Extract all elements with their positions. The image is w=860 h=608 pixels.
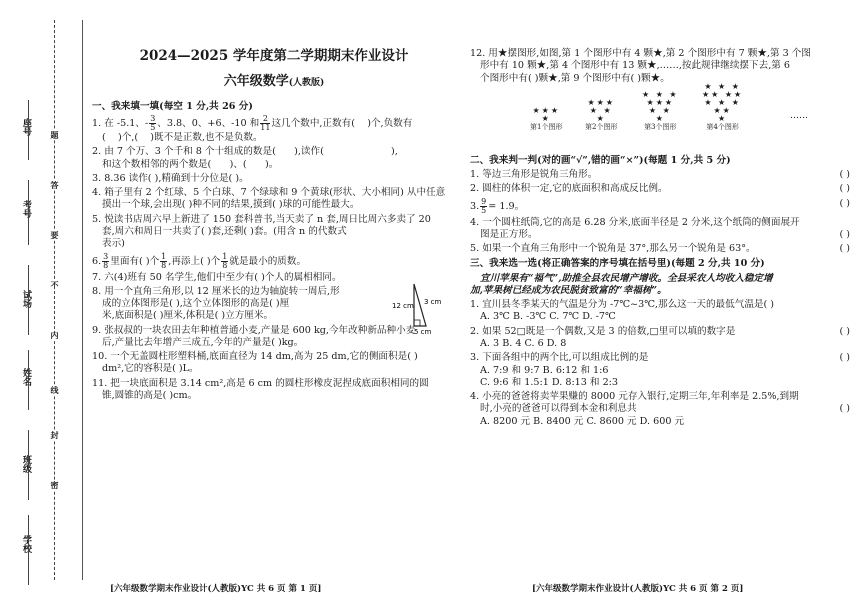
cut-char: 密 — [50, 481, 60, 489]
label-school: 学校 — [21, 535, 31, 553]
subject: 六年级数学 — [223, 74, 289, 90]
question-9: 9. 张叔叔的一块农田去年种植普通小麦,产量是 600 kg,今年改种新品种小麦 后,产量比去年增产三成五,今年的产量是( )kg。 — [92, 324, 416, 348]
cut-char: 封 — [50, 431, 60, 439]
option-d[interactable]: D. 600 元 — [639, 415, 685, 427]
margin-line — [82, 20, 83, 580]
figure-1: ★★★ ★ 第1个图形 — [530, 105, 563, 131]
dashed-cut-line — [54, 20, 55, 580]
option-b[interactable]: B. -3℃ — [512, 311, 547, 323]
judge-4: 4. 一个圆柱纸筒,它的高是 6.28 分米,底面半径是 2 分米,这个纸筒的侧面展开 图是正方形。 ( ) — [470, 216, 850, 240]
question-5: 5. 悦读书店周六早上新进了 150 套科普书,当天卖了 n 套,周日比周六多卖了 20 套,周六和周日一共卖了( )套,还剩( )套。(用含 n 的代数式 表示) — [92, 213, 431, 250]
option-b[interactable]: B. 8400 元 — [533, 415, 584, 427]
judge-3: 3. $\frac{9}{5}$ = 1.9。 ( ) — [470, 196, 850, 215]
cut-char: 题 — [50, 131, 60, 139]
option-d[interactable]: D. 8:13 和 2:3 — [551, 376, 619, 388]
fraction: $\frac{3}{5}$ — [150, 114, 156, 133]
page-subtitle — [92, 74, 456, 91]
answer-blank[interactable]: ( ) — [839, 325, 850, 337]
cut-char: 不 — [50, 281, 60, 289]
answer-blank[interactable]: ( ) — [839, 352, 850, 364]
fill-line[interactable] — [28, 350, 37, 410]
label-12cm: 12 cm — [392, 301, 414, 310]
question-12: 12. 用★摆图形,如图,第 1 个图形中有 4 颗★,第 2 个图形中有 7 颗★,第 3 个图 形中有 10 颗★,第 4 个图形中有 13 颗★,……,按此规律继续摆下去,第 6 个图形中有( )颗★,第 9 个图形中有( )颗★。 — [470, 48, 811, 84]
answer-blank[interactable]: ( ) — [839, 197, 850, 209]
edition: (人教版) — [288, 78, 325, 89]
question-1: 1. 在 -5.1、- $\frac{3}{5}$ 、3.8、0、+6、-10 和 $\frac{2}{11}$ 这几个数中,正数有( )个,负数有 ( )个,( )既不是正数,也不是负数。 — [92, 114, 413, 144]
question-7: 7. 六(4)班有 50 名学生,他们中至少有( )个人的属相相同。 — [92, 271, 342, 283]
options — [470, 365, 850, 377]
label-5cm: 5 cm — [414, 327, 432, 334]
fill-line[interactable] — [28, 430, 37, 500]
page-title: 2024—2025 学年度第二学期期末作业设计 — [139, 48, 409, 64]
option-c[interactable]: C. 8600 元 — [586, 415, 637, 427]
option-b[interactable]: B. 4 — [502, 337, 522, 349]
section-judge: 二、我来判一判(对的画“√”,错的画“×”)(每题 1 分,共 5 分) — [470, 154, 731, 166]
right-triangle-figure — [392, 282, 454, 334]
option-a[interactable]: A. 3℃ — [480, 311, 510, 323]
figure-3: ★ ★ ★ ★★★ ★ ★ ★ 第3个图形 — [642, 89, 679, 131]
fill-line[interactable] — [28, 100, 37, 160]
option-b[interactable]: B. 6:12 和 1:6 — [542, 364, 609, 376]
cut-char: 内 — [50, 331, 60, 339]
label-seat: 座号 — [21, 118, 31, 136]
answer-blank[interactable]: ( ) — [839, 403, 850, 415]
cut-char: 要 — [50, 231, 60, 239]
label-name: 姓名 — [21, 368, 31, 386]
footer-right: [六年级数学期末作业设计(人教版)YC 共 6 页 第 2 页] — [532, 584, 744, 594]
option-a[interactable]: A. 3 — [480, 337, 500, 349]
question-10: 10. 一个无盖圆柱形塑料桶,底面直径为 14 dm,高为 25 dm,它的侧面积是( ) dm²,它的容积是( )L。 — [92, 351, 418, 375]
fraction: $\frac{2}{11}$ — [260, 114, 271, 133]
options — [470, 338, 850, 350]
answer-blank[interactable]: ( ) — [839, 183, 850, 195]
section-fill: 一、我来填一填(每空 1 分,共 26 分) — [92, 100, 253, 112]
option-a[interactable]: A. 7:9 和 9:7 — [480, 364, 540, 376]
judge-2: 2. 圆柱的体积一定,它的底面积和高成反比例。 ( ) — [470, 183, 850, 195]
label-exam-room: 试场 — [21, 290, 31, 308]
left-content — [92, 0, 456, 402]
question-8: 8. 用一个直角三角形,以 12 厘米长的边为轴旋转一周后,形 成的立体图形是( ),这个立体图形的高是( )厘 米,底面积是( )厘米,体积是( )立方厘米。 12 cm 3 cm 5 cm — [92, 286, 456, 323]
judge-1: 1. 等边三角形是锐角三角形。 ( ) — [470, 169, 850, 181]
fraction: $\frac{9}{5}$ — [481, 196, 487, 215]
ellipsis: …… — [790, 110, 808, 121]
cut-char: 线 — [50, 386, 60, 394]
right-page — [462, 0, 860, 608]
option-d[interactable]: D. -7℃ — [582, 311, 616, 323]
label-3cm: 3 cm — [424, 297, 442, 306]
figure-2: ★★★ ★ ★ ★ 第2个图形 — [585, 97, 618, 131]
choice-1: 1. 宜川县冬季某天的气温是分为 -7℃~3℃,那么这一天的最低气温是( ) A. 3℃ B. -3℃ C. 7℃ D. -7℃ — [470, 299, 850, 324]
option-c[interactable]: C. 6 — [524, 337, 544, 349]
figure-4: ★ ★ ★ ★★ ★★ ★ ★ ★ ★★ ★ 第4个图形 — [702, 81, 744, 131]
label-exam-no: 考号 — [21, 200, 31, 218]
fill-line[interactable] — [28, 515, 37, 585]
right-content — [470, 46, 850, 428]
question-2: 2. 由 7 个万、3 个千和 8 个十组成的数是( ),读作( ), 和这个数相邻的两个数是( )、( )。 — [92, 146, 398, 170]
judge-5: 5. 如果一个直角三角形中一个锐角是 37°,那么另一个锐角是 63°。 ( ) — [470, 243, 850, 255]
question-11: 11. 把一块底面积是 3.14 cm²,高是 6 cm 的圆柱形橡皮泥捏成底面积相同的圆 锥,圆锥的高是( )cm。 — [92, 377, 429, 401]
option-c[interactable]: C. 9:6 和 1.5:1 — [480, 376, 549, 388]
option-a[interactable]: A. 8200 元 — [480, 415, 531, 427]
question-4: 4. 箱子里有 2 个红球、5 个白球、7 个绿球和 9 个黄球(形状、大小相同) 从中任意 摸出一个球,会出现( )种不同的结果,摸到( )球的可能性最大。 — [92, 187, 446, 211]
options — [470, 311, 850, 323]
label-class: 班级 — [21, 455, 31, 473]
star-pattern — [470, 81, 850, 145]
answer-blank[interactable]: ( ) — [839, 228, 850, 240]
question-6: 6. $\frac{3}{8}$ 里面有( )个 $\frac{1}{8}$ ,再添上( )个 $\frac{1}{8}$ 就是最小的质数。 — [92, 251, 307, 270]
footer-left: [六年级数学期末作业设计(人教版)YC 共 6 页 第 1 页] — [110, 584, 322, 594]
choice-4: 4. 小亮的爸爸将卖苹果赚的 8000 元存入银行,定期三年,年利率是 2.5%,到期 时,小亮的爸爸可以得到本金和利息共 ( ) A. 8200 元 B. 8400 元 C. 8600 元 D. 600 元 — [470, 391, 850, 427]
cut-char: 答 — [50, 181, 60, 189]
options — [470, 416, 850, 428]
option-d[interactable]: D. 8 — [546, 337, 567, 349]
choice-3: 3. 下面各组中的两个比,可以组成比例的是 ( ) A. 7:9 和 9:7 B. 6:12 和 1:6 C. 9:6 和 1.5:1 D. 8:13 和 2:3 — [470, 352, 850, 388]
fraction: $\frac{3}{8}$ — [103, 251, 109, 270]
intro-text: 宜川苹果有“福气”,助推全县农民增产增收。全县采农人均收入稳定增 加,苹果树已经成为农民脱贫致富的“幸福树”。 — [470, 272, 773, 296]
answer-blank[interactable]: ( ) — [839, 169, 850, 181]
fill-line[interactable] — [28, 180, 37, 245]
answer-blank[interactable]: ( ) — [839, 243, 850, 255]
options — [470, 377, 850, 389]
binding-strip — [0, 0, 88, 608]
section-choice: 三、我来选一选(将正确答案的序号填在括号里)(每题 2 分,共 10 分) — [470, 258, 765, 270]
fraction: $\frac{1}{8}$ — [222, 251, 228, 270]
fill-line[interactable] — [28, 265, 37, 335]
question-3: 3. 8.36 读作( ),精确到十分位是( )。 — [92, 172, 249, 184]
choice-2: 2. 如果 52□既是一个偶数,又是 3 的倍数,□里可以填的数字是 ( ) A. 3 B. 4 C. 6 D. 8 — [470, 325, 850, 349]
option-c[interactable]: C. 7℃ — [549, 311, 580, 323]
fraction: $\frac{1}{8}$ — [161, 251, 167, 270]
